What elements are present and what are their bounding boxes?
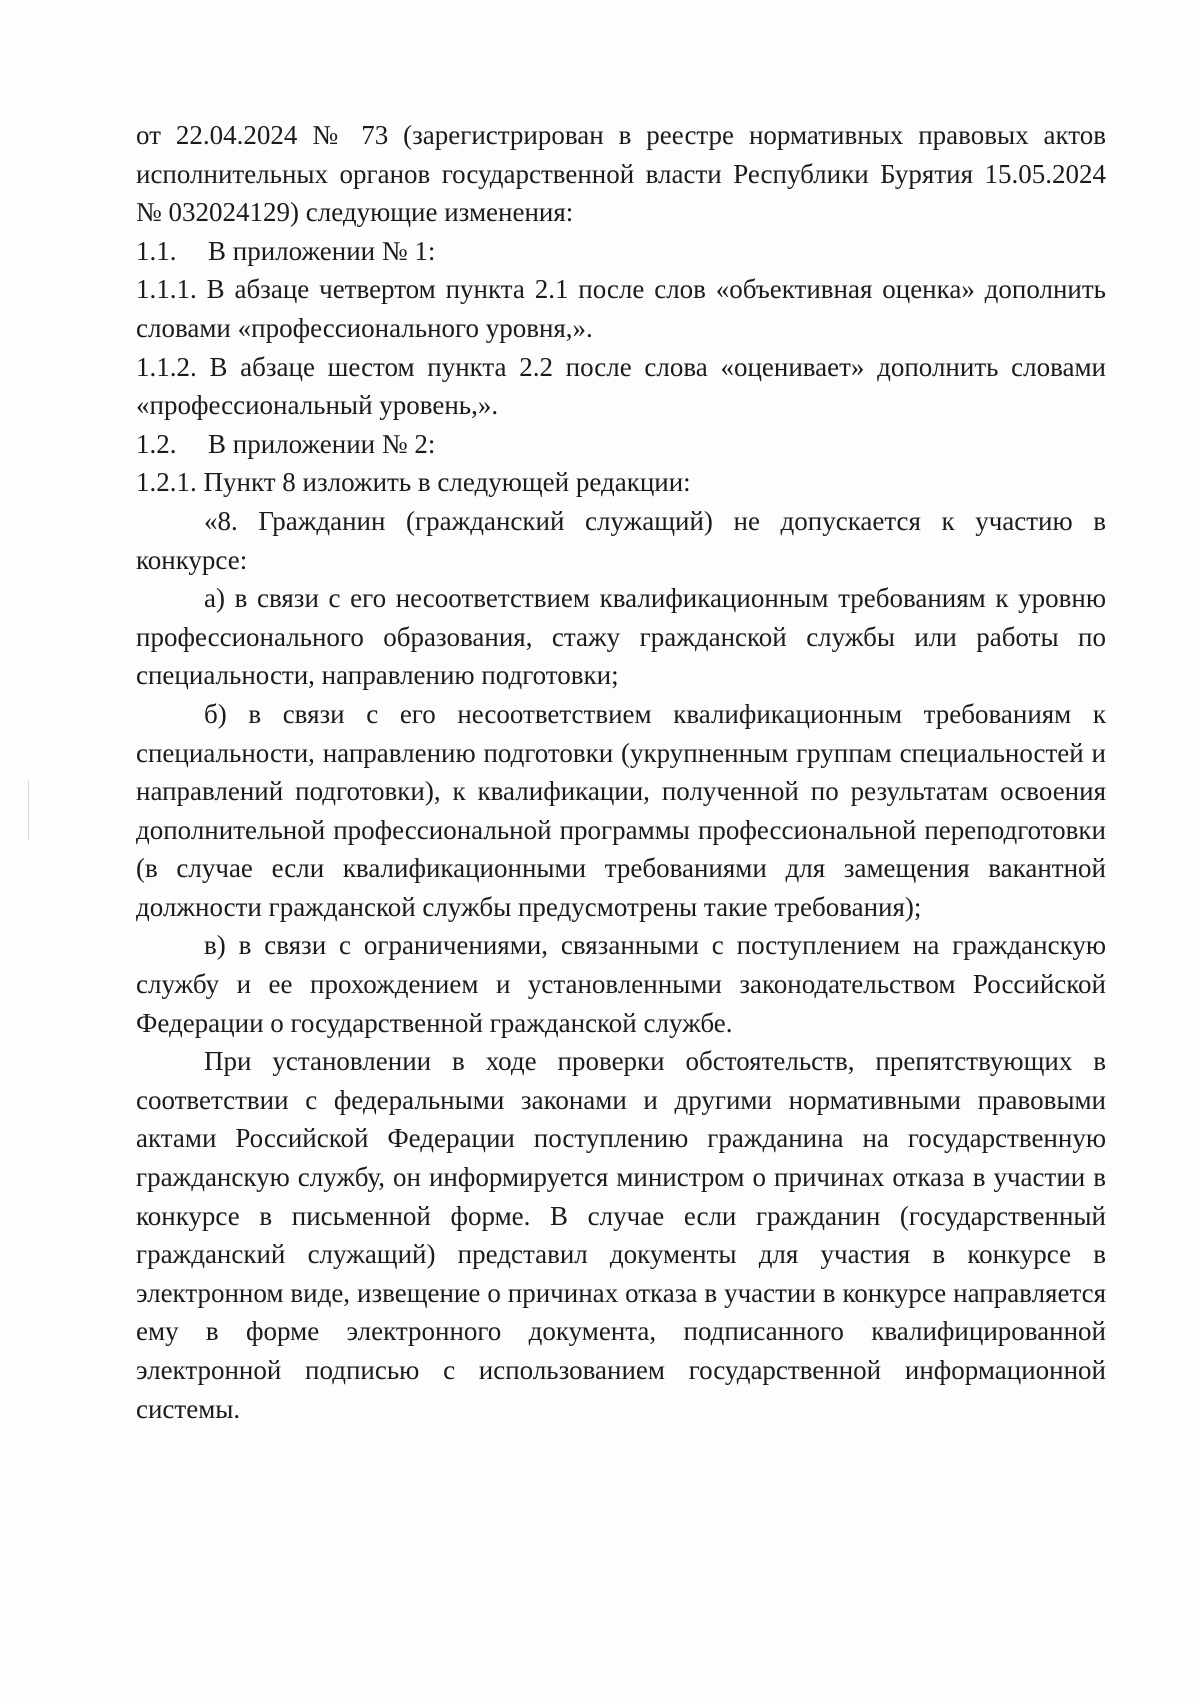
paragraph-final: При установлении в ходе проверки обстоятельств, препятствующих в соответствии с федеральными законами и другими нормативными правовыми актами Российской Федерации поступлению гражданина на государственную гражданскую службу, он информируется министром о причинах отказа в участии в конкурсе в письменной форме. В случае если гражданин (государственный гражданский служащий) представил документы для участия в конкурсе в электронном виде, извещение о причинах отказа в участии в конкурсе направляется ему в форме электронного документа, подписанного квалифицированной электронной подписью с использованием государственной информационной системы. [136, 1046, 1106, 1424]
item-1-1-number: 1.1. [136, 235, 177, 266]
paragraph-point-8: «8. Гражданин (гражданский служащий) не допускается к участию в конкурсе: [136, 505, 1106, 575]
document-body [136, 116, 1106, 1428]
item-1-1-text: В приложении № 1: [208, 235, 436, 266]
scan-edge-mark [28, 780, 29, 840]
item-1-2-text: В приложении № 2: [208, 428, 436, 459]
intro-paragraph: от 22.04.2024 № 73 (зарегистрирован в реестре нормативных правовых актов исполнительных органов государственной власти Республики Бурятия 15.05.2024 № 032024129) следующие изменения: [136, 120, 1106, 228]
paragraph-1-1-1: 1.1.1. В абзаце четвертом пункта 2.1 после слов «объективная оценка» дополнить словами «профессионального уровня,». [136, 274, 1106, 343]
paragraph-1-1-2: 1.1.2. В абзаце шестом пункта 2.2 после слова «оценивает» дополнить словами «профессиональный уровень,». [136, 351, 1106, 421]
paragraph-subpoint-v: в) в связи с ограничениями, связанными с поступлением на гражданскую службу и ее прохождением и установленными законодательством Российской Федерации о государственной гражданской службе. [136, 930, 1106, 1038]
item-1-1 [136, 232, 1106, 271]
paragraph-subpoint-b: б) в связи с его несоответствием квалификационным требованиям к специальности, направлению подготовки (укрупненным группам специальностей и направлений подготовки), к квалификации, полученной по результатам освоения дополнительной профессиональной программы профессиональной переподготовки (в случае если квалификационными требованиями для замещения вакантной должности гражданской службы предусмотрены такие требования); [136, 698, 1106, 922]
item-1-2 [136, 425, 1106, 464]
paragraph-subpoint-a: а) в связи с его несоответствием квалификационным требованиям к уровню профессионального образования, стажу гражданской службы или работы по специальности, направлению подготовки; [136, 583, 1106, 691]
paragraph-1-2-1: 1.2.1. Пункт 8 изложить в следующей редакции: [136, 467, 691, 498]
item-1-2-number: 1.2. [136, 428, 177, 459]
